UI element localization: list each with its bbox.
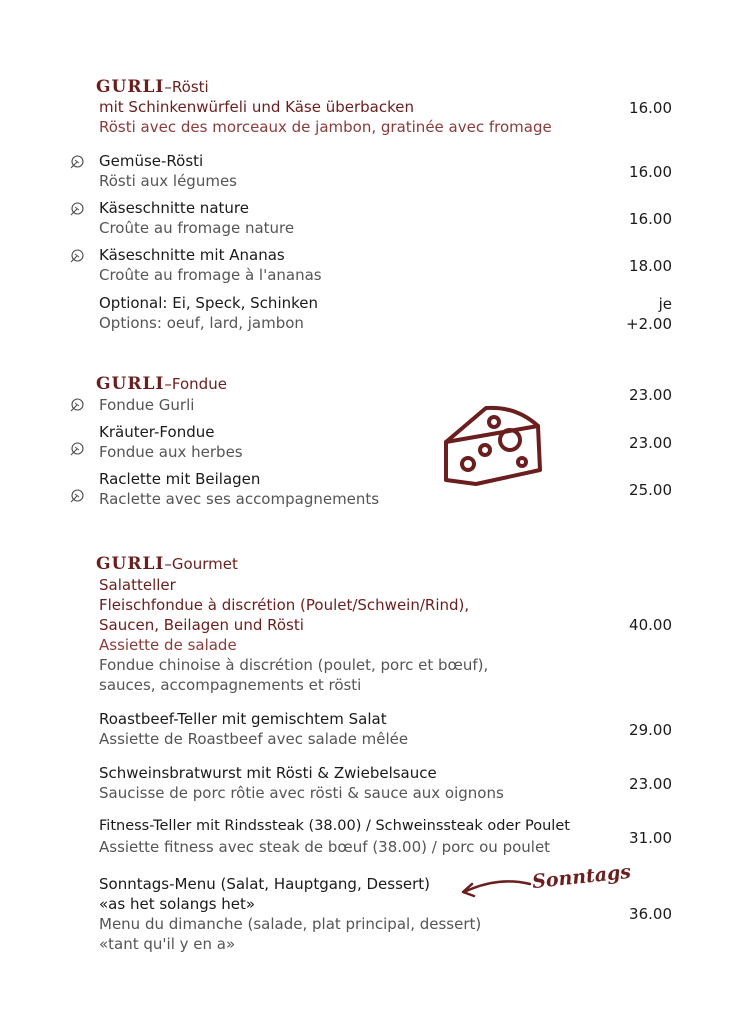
- menu-item-translation: Saucisse de porc rôtie avec rösti & sauce aux oignons: [99, 784, 504, 802]
- menu-item-name: Gemüse-Rösti: [99, 152, 204, 170]
- menu-item-translation: Raclette avec ses accompagnements: [99, 490, 380, 508]
- menu-item-name: «as het solangs het»: [99, 895, 256, 913]
- menu-item-name: Schweinsbratwurst mit Rösti & Zwiebelsauce: [99, 764, 437, 782]
- section-heading-roesti: [96, 77, 209, 97]
- menu-item-price: 18.00: [629, 257, 672, 275]
- sonntags-annotation: Sonntags: [531, 860, 632, 894]
- brand-label: GURLI: [96, 374, 165, 394]
- menu-item-translation: Fondue aux herbes: [99, 443, 243, 461]
- menu-item-name: Fitness-Teller mit Rindssteak (38.00) / Schweinssteak oder Poulet: [99, 818, 570, 834]
- menu-item-price-prefix: je: [658, 295, 672, 313]
- menu-item-name: Roastbeef-Teller mit gemischtem Salat: [99, 710, 387, 728]
- section-suffix: –Rösti: [164, 78, 209, 96]
- menu-item-translation: Rösti avec des morceaux de jambon, gratinée avec fromage: [99, 118, 552, 136]
- cheese-illustration: [440, 400, 546, 490]
- menu-item-translation: Options: oeuf, lard, jambon: [99, 314, 304, 332]
- menu-item-name: Sonntags-Menu (Salat, Hauptgang, Dessert): [99, 875, 431, 893]
- menu-item-price: +2.00: [626, 315, 672, 333]
- leaf-icon: [69, 488, 85, 504]
- leaf-icon: [69, 248, 85, 264]
- menu-item-name: mit Schinkenwürfeli und Käse überbacken: [99, 98, 414, 116]
- menu-item-translation: Menu du dimanche (salade, plat principal, dessert): [99, 915, 482, 933]
- menu-item-price: 16.00: [629, 99, 672, 117]
- menu-item-price: 40.00: [629, 616, 672, 634]
- menu-item-translation: Assiette de Roastbeef avec salade mêlée: [99, 730, 409, 748]
- leaf-icon: [69, 201, 85, 217]
- section-heading-fondue: [96, 374, 227, 394]
- menu-item-translation: Assiette fitness avec steak de bœuf (38.00) / porc ou poulet: [99, 838, 551, 856]
- menu-item-translation: Assiette de salade: [99, 636, 237, 654]
- menu-item-name: Kräuter-Fondue: [99, 423, 215, 441]
- menu-item-translation: sauces, accompagnements et rösti: [99, 676, 362, 694]
- menu-item-translation: Rösti aux légumes: [99, 172, 237, 190]
- menu-item-price: 16.00: [629, 163, 672, 181]
- menu-item-price: 29.00: [629, 721, 672, 739]
- menu-item-name: Salatteller: [99, 576, 176, 594]
- menu-item-price: 23.00: [629, 386, 672, 404]
- menu-item-translation: Fondue chinoise à discrétion (poulet, porc et bœuf),: [99, 656, 489, 674]
- section-suffix: –Fondue: [164, 375, 227, 393]
- menu-item-price: 16.00: [629, 210, 672, 228]
- menu-item-price: 25.00: [629, 481, 672, 499]
- leaf-icon: [69, 154, 85, 170]
- menu-item-name: Raclette mit Beilagen: [99, 470, 261, 488]
- menu-item-translation: Croûte au fromage nature: [99, 219, 295, 237]
- leaf-icon: [69, 441, 85, 457]
- menu-item-name: Saucen, Beilagen und Rösti: [99, 616, 304, 634]
- menu-item-price: 36.00: [629, 905, 672, 923]
- menu-item-name: Käseschnitte mit Ananas: [99, 246, 285, 264]
- brand-label: GURLI: [96, 77, 165, 97]
- menu-item-name: Fleischfondue à discrétion (Poulet/Schwein/Rind),: [99, 596, 470, 614]
- leaf-icon: [69, 397, 85, 413]
- menu-item-price: 23.00: [629, 434, 672, 452]
- arrow-left-icon: [458, 876, 532, 902]
- brand-label: GURLI: [96, 554, 165, 574]
- menu-item-name: Optional: Ei, Speck, Schinken: [99, 294, 319, 312]
- section-heading-gourmet: [96, 554, 238, 574]
- menu-item-name: Käseschnitte nature: [99, 199, 249, 217]
- menu-item-price: 23.00: [629, 775, 672, 793]
- menu-item-translation: «tant qu'il y en a»: [99, 935, 236, 953]
- section-suffix: –Gourmet: [164, 555, 238, 573]
- menu-item-translation: Croûte au fromage à l'ananas: [99, 266, 322, 284]
- menu-item-price: 31.00: [629, 829, 672, 847]
- menu-item-name: Fondue Gurli: [99, 396, 195, 414]
